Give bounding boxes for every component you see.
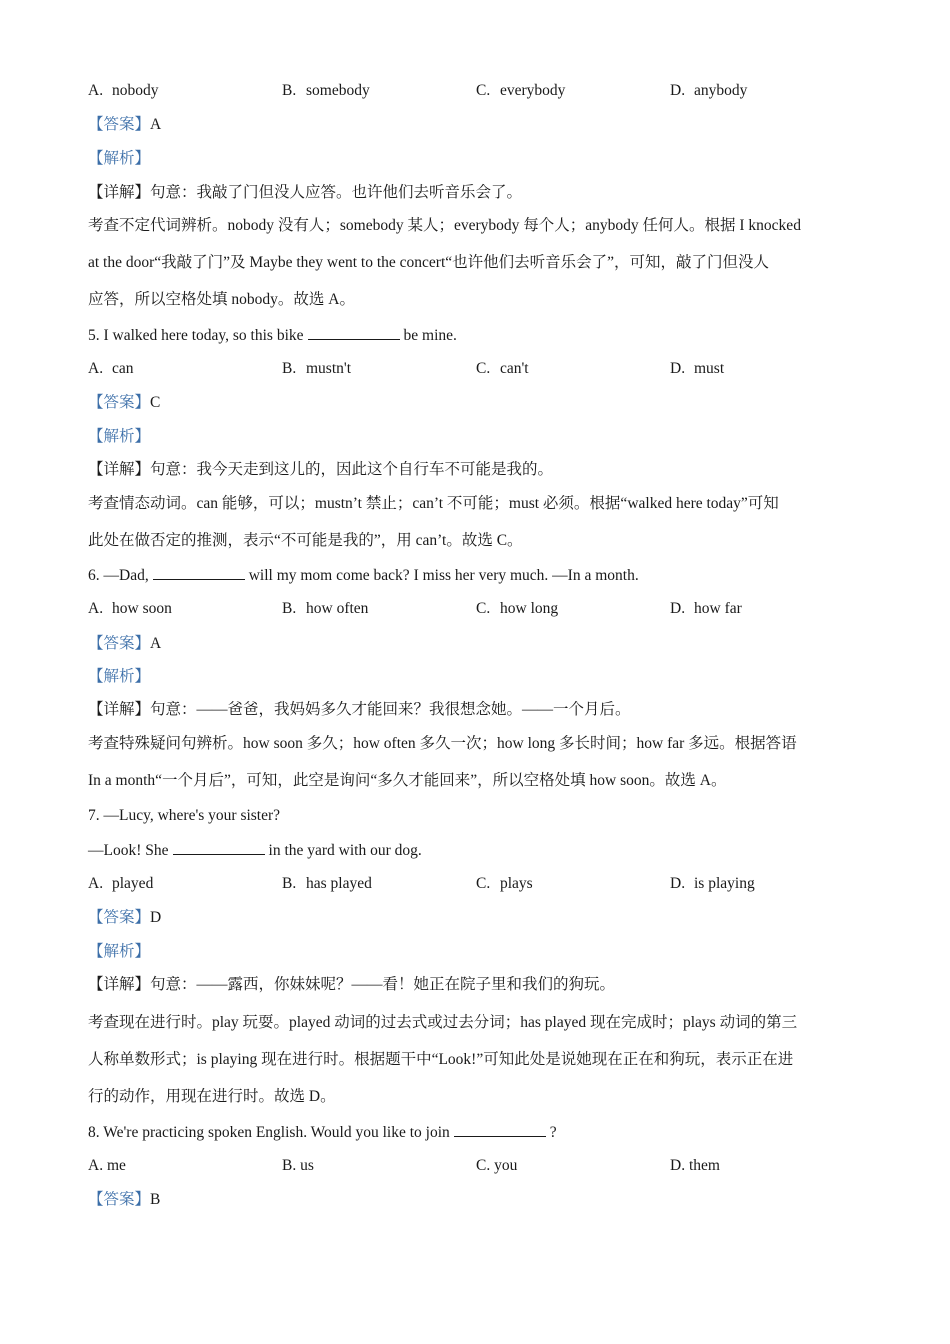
q4-detail-line-4: 应答，所以空格处填 nobody。故选 A。 [88,291,355,308]
answer-tag: 【答案】 [88,394,151,411]
q4-detail-line-2: 考查不定代词辨析。nobody 没有人；somebody 某人；everybody 每个人；anybody 任何人。根据 I knocked [88,217,801,234]
detail-tag: 【详解】 [88,701,151,718]
q7-stem-reply: —Look! She in the yard with our dog. [88,842,422,859]
q8-option-a: A. me [88,1157,126,1174]
q7-options [88,874,868,894]
answer-blank [454,1122,546,1137]
q7-option-c: C. plays [476,875,533,892]
q5-option-d: D. must [670,360,725,377]
q5-detail-line-2: 考查情态动词。can 能够，可以；mustn’t 禁止；can’t 不可能；must 必须。根据“walked here today”可知 [88,495,779,512]
q5-option-c: C. can't [476,360,529,377]
q7-option-a: A. played [88,875,154,892]
q7-option-d: D. is playing [670,875,755,892]
q4-option-c: C. everybody [476,82,566,99]
q7-answer: 【答案】D [88,909,162,926]
q6-option-b: B. how often [282,600,369,617]
q7-detail: 【详解】句意：——露西，你妹妹呢？——看！她正在院子里和我们的狗玩。 [88,976,616,993]
q8-options [88,1156,868,1176]
q6-detail: 【详解】句意：——爸爸，我妈妈多久才能回来？我很想念她。——一个月后。 [88,701,631,718]
q6-option-a: A. how soon [88,600,172,617]
answer-tag: 【答案】 [88,909,151,926]
q8-stem: 8. We're practicing spoken English. Would you like to join ? [88,1124,557,1141]
detail-tag: 【详解】 [88,976,151,993]
answer-tag: 【答案】 [88,1191,151,1208]
q4-detail: 【详解】句意：我敲了门但没人应答。也许他们去听音乐会了。 [88,184,523,201]
q8-option-b: B. us [282,1157,314,1174]
q4-analysis-tag: 【解析】 [88,150,151,167]
q5-detail: 【详解】句意：我今天走到这儿的，因此这个自行车不可能是我的。 [88,461,554,478]
q5-option-b: B. mustn't [282,360,351,377]
q8-option-d: D. them [670,1157,720,1174]
q4-option-d: D. anybody [670,82,748,99]
q5-options [88,359,868,379]
q6-analysis-tag: 【解析】 [88,668,151,685]
q6-detail-line-2: 考查特殊疑问句辨析。how soon 多久；how often 多久一次；how long 多长时间；how far 多远。根据答语 [88,735,797,752]
answer-tag: 【答案】 [88,116,151,133]
answer-tag: 【答案】 [88,635,151,652]
q7-detail-line-2: 考查现在进行时。play 玩耍。played 动词的过去式或过去分词；has played 现在完成时；plays 动词的第三 [88,1014,798,1031]
q7-detail-line-3: 人称单数形式；is playing 现在进行时。根据题干中“Look!”可知此处是说她现在正在和狗玩，表示正在进 [88,1051,794,1068]
answer-blank [153,565,245,580]
q6-option-c: C. how long [476,600,559,617]
q8-option-c: C. you [476,1157,518,1174]
q7-detail-line-4: 行的动作，用现在进行时。故选 D。 [88,1088,336,1105]
q7-option-b: B. has played [282,875,372,892]
answer-blank [308,325,400,340]
q6-stem: 6. —Dad, will my mom come back? I miss her very much. —In a month. [88,567,639,584]
q7-analysis-tag: 【解析】 [88,943,151,960]
q5-option-a: A. can [88,360,134,377]
q6-options [88,599,868,619]
q4-detail-line-3: at the door“我敲了门”及 Maybe they went to the concert“也许他们去听音乐会了”，可知，敲了门但没人 [88,254,770,271]
q5-answer: 【答案】C [88,394,161,411]
q7-stem: 7. —Lucy, where's your sister? [88,807,281,824]
detail-tag: 【详解】 [88,184,151,201]
q5-detail-line-3: 此处在做否定的推测，表示“不可能是我的”，用 can’t。故选 C。 [88,532,523,549]
q5-analysis-tag: 【解析】 [88,428,151,445]
q5-stem: 5. I walked here today, so this bike be mine. [88,327,457,344]
q4-options [88,81,868,101]
detail-tag: 【详解】 [88,461,151,478]
q4-answer: 【答案】A [88,116,162,133]
q6-option-d: D. how far [670,600,742,617]
q4-option-a: A. nobody [88,82,159,99]
answer-blank [173,840,265,855]
q8-answer: 【答案】B [88,1191,161,1208]
q6-detail-line-3: In a month“一个月后”，可知，此空是询问“多久才能回来”，所以空格处填 how soon。故选 A。 [88,772,727,789]
q6-answer: 【答案】A [88,635,162,652]
q4-option-b: B. somebody [282,82,370,99]
